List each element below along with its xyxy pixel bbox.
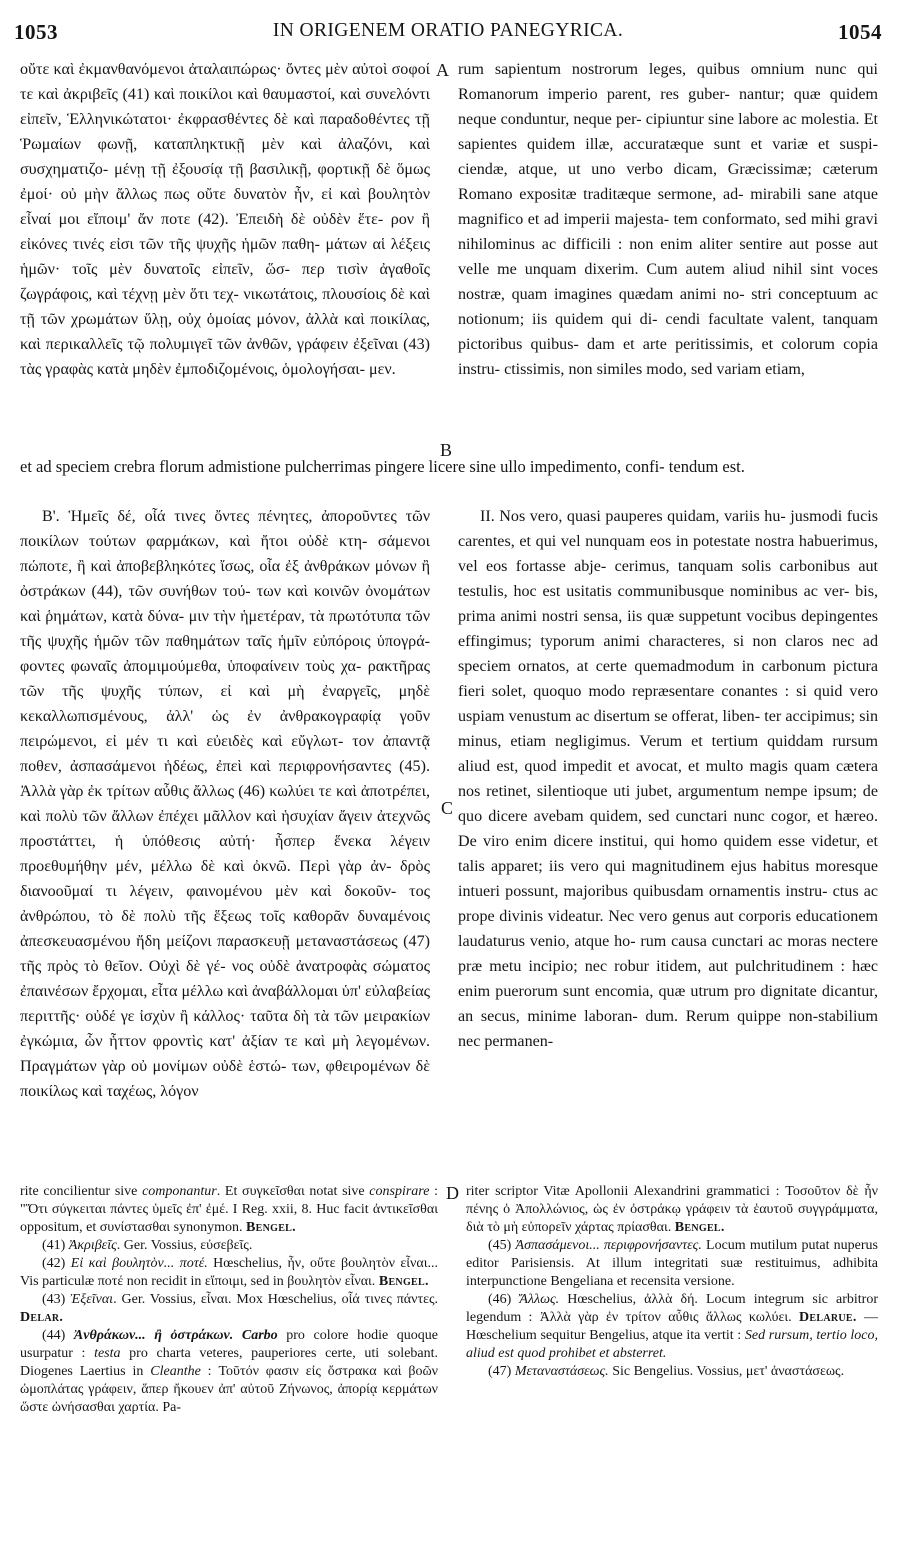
- footnote-continuation: riter scriptor Vitæ Apollonii Alexandrini grammatici : Τοσοῦτον δὲ ἦν πένης ὁ Ἀπολλώνιος, ὡς ἐν ὀστράκῳ γράφειν τὰ ἑαυτοῦ συγγράμματα, διὰ τὸ μὴ εὐπορεῖν χάρτας πρίασθαι. Bengel.: [466, 1184, 878, 1235]
- text-line: ἄλλων ἐπέχει μᾶλλον καὶ ἡσυχίαν ἄγειν ἀτεχνῶς: [111, 808, 430, 825]
- text-line: jusmodi fucis carentes, et qui vel nunquam eos in: [458, 508, 878, 550]
- text-line: περ τισὶν ἀγαθοῖς ζωγράφοις, καὶ τέχνῃ μὲν ὅτι τεχ-: [20, 261, 430, 303]
- text-line: μεν.: [368, 361, 396, 378]
- text-line: vocibus depingentes effingimus; typorum animi: [458, 608, 878, 650]
- text-line: at certe quemadmodum in carbonum pictura fieri: [458, 658, 878, 700]
- text-line: νικωτάτοις, πλουσίοις δὲ καὶ τῇ τῶν χρωμάτων ὕλῃ,: [20, 286, 430, 328]
- text-line: II. Nos vero, quasi pauperes quidam, variis hu-: [480, 508, 786, 525]
- text-line: μένῃ τῇ ἐξουσίᾳ τῇ βασιλικῇ, φορτικῇ δὲ ὅμως ἐμοί·: [20, 161, 430, 203]
- text-line: homo quidem esse videtur, et talis apparet; iis vero: [458, 833, 878, 875]
- text-line: οὐχ ὁμοίας μόνον, ἀλλὰ καὶ ποικίλας, καὶ περικαλλεῖς: [20, 311, 430, 353]
- text-line: potestate nostra habuerimus, vel eos fortasse abje-: [458, 533, 879, 575]
- text-line: εἶτα μέλλω καὶ ἀναβάλλομαι ὑπ' εὐλαβείας περιττῆς·: [20, 983, 431, 1025]
- footnote-42: (42) Εἰ καὶ βουλητὸν... ποτέ. Hœschelius, ἦν, οὔτε βουλητὸν εἶναι... Vis particulæ ποτέ non recidit in εἴποιμι, sed in βουλητὸν εἶναι. Bengel.: [20, 1256, 438, 1289]
- text-line: cæterum Romano expositæ traditæque sermone, ad-: [458, 161, 878, 203]
- footnotes-left: [20, 1183, 438, 1417]
- text-line: incipio; nec robur itidem, aut pulchritudinem :: [528, 958, 853, 975]
- text-line: hæc enim puerorum sunt encomia, quæ utrum: [458, 958, 878, 1000]
- text-line: dum. Rerum quippe non-stabilium nec permanen-: [458, 1008, 878, 1050]
- text-line: cendi facultate valent, tanquam pictoribus quibus-: [458, 311, 879, 353]
- text-line: φοντες φωναῖς ἀπομιμούμεθα, ὑποφαίνειν τοὺς χα-: [20, 658, 362, 675]
- footnote-43: (43) Ἐξεῖναι. Ger. Vossius, εἶναι. Mox Hœschelius, οἷά τινες πάντες. Delar.: [20, 1292, 438, 1325]
- text-line: characteres, si non claros nec ad speciem ornatos,: [458, 633, 878, 675]
- page-number-right: 1054: [838, 20, 882, 44]
- text-line: ctus ac prope divinis videatur. Nec vero genus aut: [458, 883, 879, 925]
- text-line: σάμενοι πώποτε, ἢ καὶ ἀποβεβληκότες ἴσως, οἷα ἐξ: [20, 533, 430, 575]
- text-line: stri conceptuum ac notionum; iis quidem qui di-: [458, 286, 878, 328]
- text-line: et tertium quiddam rursum aliud est, quod impedit: [458, 733, 878, 775]
- text-line: οὐδέ γε ἰσχὺν ἢ κάλλος· ταῦτα δὴ τὰ τῶν μειρακίων: [85, 1008, 430, 1025]
- margin-marker-d: D: [446, 1183, 459, 1203]
- text-line: nunc qui Romanorum imperio parent, res guber-: [458, 61, 878, 103]
- text-line: hoc est usitatis communibusque nominibus ac ver-: [513, 583, 850, 600]
- margin-marker-a: A: [436, 60, 449, 80]
- footnote-continuation: rite concilientur sive componantur. Et συγκεῖσθαι notat sive conspirare : "Ὅτι σύγκειται πάντες ὑμεῖς ἐπ' ἐμέ. I Reg. xxii, 8. Huc facit ἀντικεῖσθαι oppositum, et συνίστασθαι synonymon. Bengel.: [20, 1184, 438, 1235]
- text-line: nantur; quæ quidem neque conduntur, neque per-: [458, 86, 879, 128]
- text-line: ἡμῶν τῶν παθημάτων ταῖς ἡμῖν εὐπόροις ὑπογρά-: [93, 633, 430, 650]
- text-line: et ad speciem crebra florum admistione pulcherrimas pingere licere sine ullo impedimento, confi-: [20, 457, 665, 476]
- text-line: θαυμαστοί, καὶ συνελόντι εἰπεῖν, Ἑλληνικώτατοι·: [20, 86, 430, 128]
- text-line: δυναμένοις ἀπεσκευασμένου ἤδη μείζονι παρασκευῇ: [20, 908, 430, 950]
- text-line: tem conformato, sed mihi gravi nihilominus ac: [458, 211, 878, 253]
- margin-marker-b: B: [440, 440, 453, 460]
- text-line: τος ἀνθρώπου, τὸ δὲ πολὺ τῆς ἕξεως τοῖς καθορᾶν: [20, 883, 430, 925]
- text-line: μηδὲ κεκαλλωπισμένους, ἀλλ' ὡς ἐν ἀνθρακογραφίᾳ: [20, 683, 430, 725]
- text-line: cerimus, tanquam solis carbonibus aut testulis,: [458, 558, 878, 600]
- text-line: προστάττει, ἡ ὑπόθεσις αὐτή· ἧσπερ ἕνεκα λέγειν: [20, 833, 430, 850]
- text-line: dam et arte peritissimis, et colorum copia instru-: [458, 336, 878, 378]
- text-line: et avocat, et multo magis quam cætera nos retinet,: [458, 758, 878, 800]
- text-line: cogor, et hæreo. De viro enim dicere institui, qui: [458, 808, 878, 850]
- text-line: καταπληκτικῇ μὲν καὶ ἀλαζόνι, καὶ συσχηματιζο-: [20, 136, 430, 178]
- footnote-41: (41) Ἀκριβεῖς. Ger. Vossius, εὐσεβεῖς.: [42, 1238, 253, 1253]
- greek-column-bottom: [20, 504, 430, 1104]
- text-line: μιν τὴν ἡμετέραν, τὰ πρωτότυπα τῶν τῆς ψυχῆς: [20, 608, 430, 650]
- text-line: δρὸς διανοοῦμαί τι λέγειν, φαινομένου μὲν καὶ δοκοῦν-: [20, 858, 430, 900]
- text-line: voces nostræ, quam imagines quædam animi no-: [458, 261, 878, 303]
- latin-paragraph-2: [458, 504, 878, 1054]
- text-line: μεταναστάσεως (47) τῆς πρὸς τὸ θεῖον. Οὐχὶ δὲ γέ-: [20, 933, 430, 975]
- text-line: νος οὐδὲ ἀνατροφὰς σώματος ἐπαινέσων ἔρχομαι,: [20, 958, 430, 1000]
- greek-column-top: [20, 57, 430, 382]
- text-line: γραφὰς κατὰ μηδὲν ἐμποδιζομένοις, ὁμολογήσαι-: [45, 361, 365, 378]
- text-line: qui magnitudinem ejus habitus moresque intueri: [458, 858, 878, 900]
- text-line: οὔτε καὶ ἐκμανθανόμενοι ἀταλαιπώρως· ὄντες μὲν: [20, 61, 353, 78]
- text-line: cipiuntur sine labore ac molestia. Et sapientes: [458, 111, 878, 153]
- text-line: οὐ μὴν ἄλλως πως οὔτε δυνατὸν ἦν, εἰ καὶ βουλητὸν: [60, 186, 430, 203]
- text-line: προεθυμήθην μέν, μέλλω δὲ καὶ ὀκνῶ. Περὶ γὰρ ἀν-: [20, 858, 392, 875]
- text-line: Β'. Ἡμεῖς δέ, οἷά τινες ὄντες πένητες, ἀποροῦντες: [42, 508, 406, 525]
- text-line: ἀνθράκων μόνων ἢ ὀστράκων (44), τῶν συνήθων τού-: [20, 558, 430, 600]
- greek-paragraph-1: [20, 57, 430, 382]
- footnote-46: (46) Ἄλλως. Hœschelius, ἀλλὰ δή. Locum integrum sic arbitror legendum : Ἀλλὰ γὰρ ἐν τρίτον αὖθις ἄλλως κωλύει. Delarue. — Hœschelium sequitur Bengelius, atque ita vertit : Sed rursum, tertio loco, aliud est quod prohibet et absterret.: [466, 1292, 878, 1361]
- running-title: IN ORIGENEM ORATIO PANEGYRICA.: [272, 20, 624, 41]
- page-number-left: 1053: [14, 20, 58, 44]
- running-header: [14, 20, 882, 50]
- footnotes-right: [466, 1183, 878, 1381]
- text-line: μάτων αἱ λέξεις ἡμῶν· τοῖς μὲν δυνατοῖς εἰπεῖν, ὥσ-: [20, 236, 431, 278]
- text-line: pro dignitate dicantur, an secus, minime laboran-: [458, 983, 878, 1025]
- text-line: ctissimis, non similes modo, sed variam etiam,: [504, 361, 805, 378]
- text-line: me unquam dixerim. Cum autem aliud nihil sint: [497, 261, 842, 278]
- text-line: possunt, majoribus quibusdam ornamentis instru-: [505, 883, 828, 900]
- text-line: λεγομένων. Πραγμάτων γὰρ οὐ μονίμων οὐδὲ ἑστώ-: [20, 1033, 430, 1075]
- text-line: tendum est.: [668, 457, 745, 476]
- text-line: ciendæ, atque, ut uno verbo dicam, Græcissimæ;: [458, 161, 823, 178]
- text-line: αὐτοὶ σοφοί τε καὶ ἀκριβεῖς (41) καὶ ποικίλοι καὶ: [20, 61, 430, 103]
- text-line: ter accipimus; sin minus, etiam negligimus. Verum: [458, 708, 878, 750]
- text-line: ρακτῆρας τῶν τῆς ψυχῆς τύπων, εἰ καὶ μὴ ἐναργεῖς,: [20, 658, 430, 700]
- text-line: τῶν ποικίλων τούτων φαρμάκων, καὶ ἤτοι οὐδὲ κτη-: [20, 508, 430, 550]
- text-line: mirabili sane atque magnifico et ad imperii majesta-: [458, 186, 878, 228]
- latin-paragraph-1: [458, 57, 878, 382]
- latin-column-top: [458, 57, 878, 382]
- margin-marker-c: C: [441, 798, 454, 818]
- text-line: rum sapientum nostrorum leges, quibus omnium: [458, 61, 816, 78]
- text-line: τον ἀπαντᾷ ποθεν, ἀσπασάμενοι ἡδέως, ἐπεὶ καὶ: [20, 733, 430, 775]
- full-width-continuation: [20, 455, 876, 478]
- text-line: εἶναί μοι εἴποιμ' ἄν ποτε (42). Ἐπειδὴ δὲ οὐδὲν ἕτε-: [20, 211, 384, 228]
- text-line: ρον ἢ εἰκόνες τινές εἰσι τῶν τῆς ψυχῆς ἡμῶν παθη-: [20, 211, 430, 253]
- text-line: bis, prima animi nostri sensa, iis quæ suppetunt: [458, 583, 878, 625]
- text-line: περιφρονήσαντες (45). Ἀλλὰ γὰρ ἐκ τρίτων αὖθις: [20, 758, 430, 800]
- greek-paragraph-2: [20, 504, 430, 1104]
- footnote-44: (44) Ἀνθράκων... ἢ ὀστράκων. Carbo pro colore hodie quoque usurpatur : testa pro charta veteres, pauperiores certe, uti solebant. Diogenes Laertius in Cleanthe : Τοῦτόν φασιν εἰς ὄστρακα καὶ βοῶν ὠμοπλάτας γράφειν, ἅπερ ἤκουεν ἀπ' αὐτοῦ Ζήνωνος, ἀπορίᾳ κερμάτων ὥστε ὠνήσασθαι χαρτία. Pa-: [20, 1328, 439, 1415]
- text-line: vero uspiam venustum ac disertum se offerat, liben-: [458, 683, 878, 725]
- text-line: silentioque uti jubet, argumentum nempe ipsum;: [536, 783, 863, 800]
- footnote-45: (45) Ἀσπασάμενοι... περιφρονήσαντες. Locum mutilum putat nuperus editor Parisiensis. At illum integritati suæ restituimus, adhibita interpunctione Bengeliana et recensita versione.: [466, 1238, 878, 1289]
- text-line: corporis educationem laudaturus venio, atque ho-: [458, 908, 879, 950]
- text-line: rum causa cunctari ac moras nectere præ metu: [458, 933, 878, 975]
- text-line: τῷ πολυμιγεῖ τῶν ἀνθῶν, γράφειν ἐξεῖναι (43) τὰς: [20, 336, 430, 378]
- text-line: solet, quoquo modo repræsentare conantes : si quid: [491, 683, 850, 700]
- latin-column-bottom: [458, 504, 878, 1054]
- text-line: των καὶ κοινῶν ὀνομάτων καὶ ῥημάτων, κατὰ δύνα-: [20, 583, 431, 625]
- text-line: ἐγκώμια, ὧν ἧττον φροντὶς κατ' ἀξίαν τε καὶ μὴ: [20, 1033, 356, 1050]
- text-line: difficili : non enim aliter sentire aut posse aut velle: [458, 236, 879, 278]
- text-line: quidem illæ, accuratæque sunt et variæ et suspi-: [526, 136, 879, 153]
- footnote-47: (47) Μεταναστάσεως. Sic Bengelius. Vossius, μετ' ἀναστάσεως.: [488, 1364, 845, 1379]
- text-line: ἄλλως (46) κωλύει τε καὶ ἀποτρέπει, καὶ πολὺ τῶν: [20, 783, 431, 825]
- text-line: των, φθειρομένων δὲ ποικίλως καὶ ταχέως, λόγον: [20, 1058, 430, 1100]
- text-line: ἐκφρασθέντες δὲ καὶ παραδοθέντες τῇ Ῥωμαίων φωνῇ,: [20, 111, 430, 153]
- text-line: γοῦν πειρώμενοι, εἰ μέν τι καὶ εὐειδὲς καὶ εὔγλωτ-: [20, 708, 430, 750]
- text-line: de quo dicere avebam quidem, sed cunctari nunc: [458, 783, 878, 825]
